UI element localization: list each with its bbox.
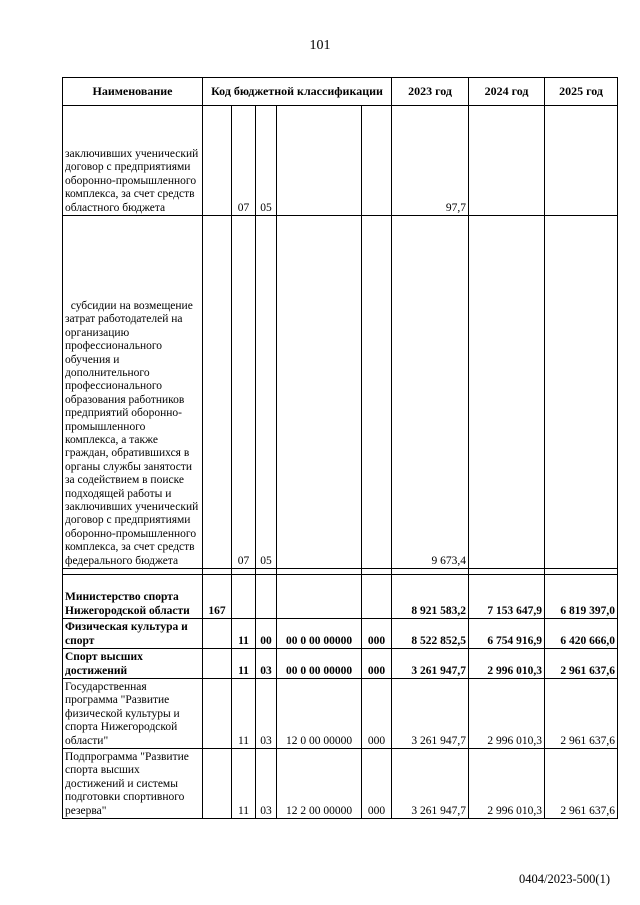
budget-table [62,77,618,819]
row-2025: 6 420 666,0 [545,619,618,649]
table-row [63,216,618,569]
row-name: субсидии на возмещение затрат работодателей на организацию профессионального обучения и дополнительного профессионального образования работников предприятий оборонно-промышленного комплекса, а также граждан, обратившихся в органы службы занятости за содействием в поиске подходящей работы и заключивших ученический договор с предприятиями оборонно-промышленного комплекса, за счет средств федерального бюджета [63,216,203,569]
row-expense: 000 [362,649,392,679]
table-header-row [63,78,618,106]
row-target: 12 2 00 00000 [277,749,362,819]
row-ministry [203,649,232,679]
table-row [63,106,618,216]
row-subsection: 03 [256,749,277,819]
row-2023: 3 261 947,7 [392,649,469,679]
row-expense: 000 [362,619,392,649]
row-expense [362,216,392,569]
row-target [277,216,362,569]
row-2025: 6 819 397,0 [545,575,618,619]
row-2025: 2 961 637,6 [545,649,618,679]
row-2024 [469,216,545,569]
row-target [277,575,362,619]
row-2023: 3 261 947,7 [392,679,469,749]
row-2024 [469,106,545,216]
table-row [63,749,618,819]
row-expense [362,106,392,216]
row-2025 [545,106,618,216]
row-section [232,575,256,619]
row-target [277,106,362,216]
row-name: Физическая культура и спорт [63,619,203,649]
row-section: 07 [232,106,256,216]
row-subsection: 00 [256,619,277,649]
page-number: 101 [309,38,331,53]
row-ministry [203,619,232,649]
row-subsection [256,575,277,619]
document-code: 0404/2023-500(1) [519,872,610,886]
row-2023: 8 921 583,2 [392,575,469,619]
row-ministry [203,679,232,749]
row-ministry [203,216,232,569]
table-row [63,649,618,679]
row-2024: 7 153 647,9 [469,575,545,619]
row-name: Министерство спорта Нижегородской области [63,575,203,619]
header-2025: 2025 год [545,78,618,106]
row-section: 11 [232,619,256,649]
row-2024: 2 996 010,3 [469,679,545,749]
row-2023: 97,7 [392,106,469,216]
row-2024: 2 996 010,3 [469,749,545,819]
row-target: 00 0 00 00000 [277,619,362,649]
row-expense: 000 [362,679,392,749]
row-subsection: 05 [256,216,277,569]
row-subsection: 03 [256,679,277,749]
row-name: Спорт высших достижений [63,649,203,679]
row-target: 12 0 00 00000 [277,679,362,749]
table-row [63,619,618,649]
row-section: 11 [232,649,256,679]
row-2025: 2 961 637,6 [545,679,618,749]
row-name: Государственная программа "Развитие физической культуры и спорта Нижегородской области" [63,679,203,749]
header-2023: 2023 год [392,78,469,106]
row-subsection: 03 [256,649,277,679]
row-subsection: 05 [256,106,277,216]
row-expense [362,575,392,619]
row-ministry [203,106,232,216]
row-section: 07 [232,216,256,569]
row-2025 [545,216,618,569]
row-target: 00 0 00 00000 [277,649,362,679]
row-2024: 2 996 010,3 [469,649,545,679]
row-name: Подпрограмма "Развитие спорта высших достижений и системы подготовки спортивного резерва" [63,749,203,819]
row-2023: 9 673,4 [392,216,469,569]
header-code: Код бюджетной классификации [203,78,392,106]
header-name: Наименование [63,78,203,106]
row-expense: 000 [362,749,392,819]
row-2023: 8 522 852,5 [392,619,469,649]
row-2023: 3 261 947,7 [392,749,469,819]
row-ministry [203,749,232,819]
header-2024: 2024 год [469,78,545,106]
table-row [63,575,618,619]
table-row [63,679,618,749]
row-name: заключивших ученический договор с предприятиями оборонно-промышленного комплекса, за счет средств областного бюджета [63,106,203,216]
row-section: 11 [232,679,256,749]
row-section: 11 [232,749,256,819]
row-2025: 2 961 637,6 [545,749,618,819]
row-2024: 6 754 916,9 [469,619,545,649]
row-ministry: 167 [203,575,232,619]
